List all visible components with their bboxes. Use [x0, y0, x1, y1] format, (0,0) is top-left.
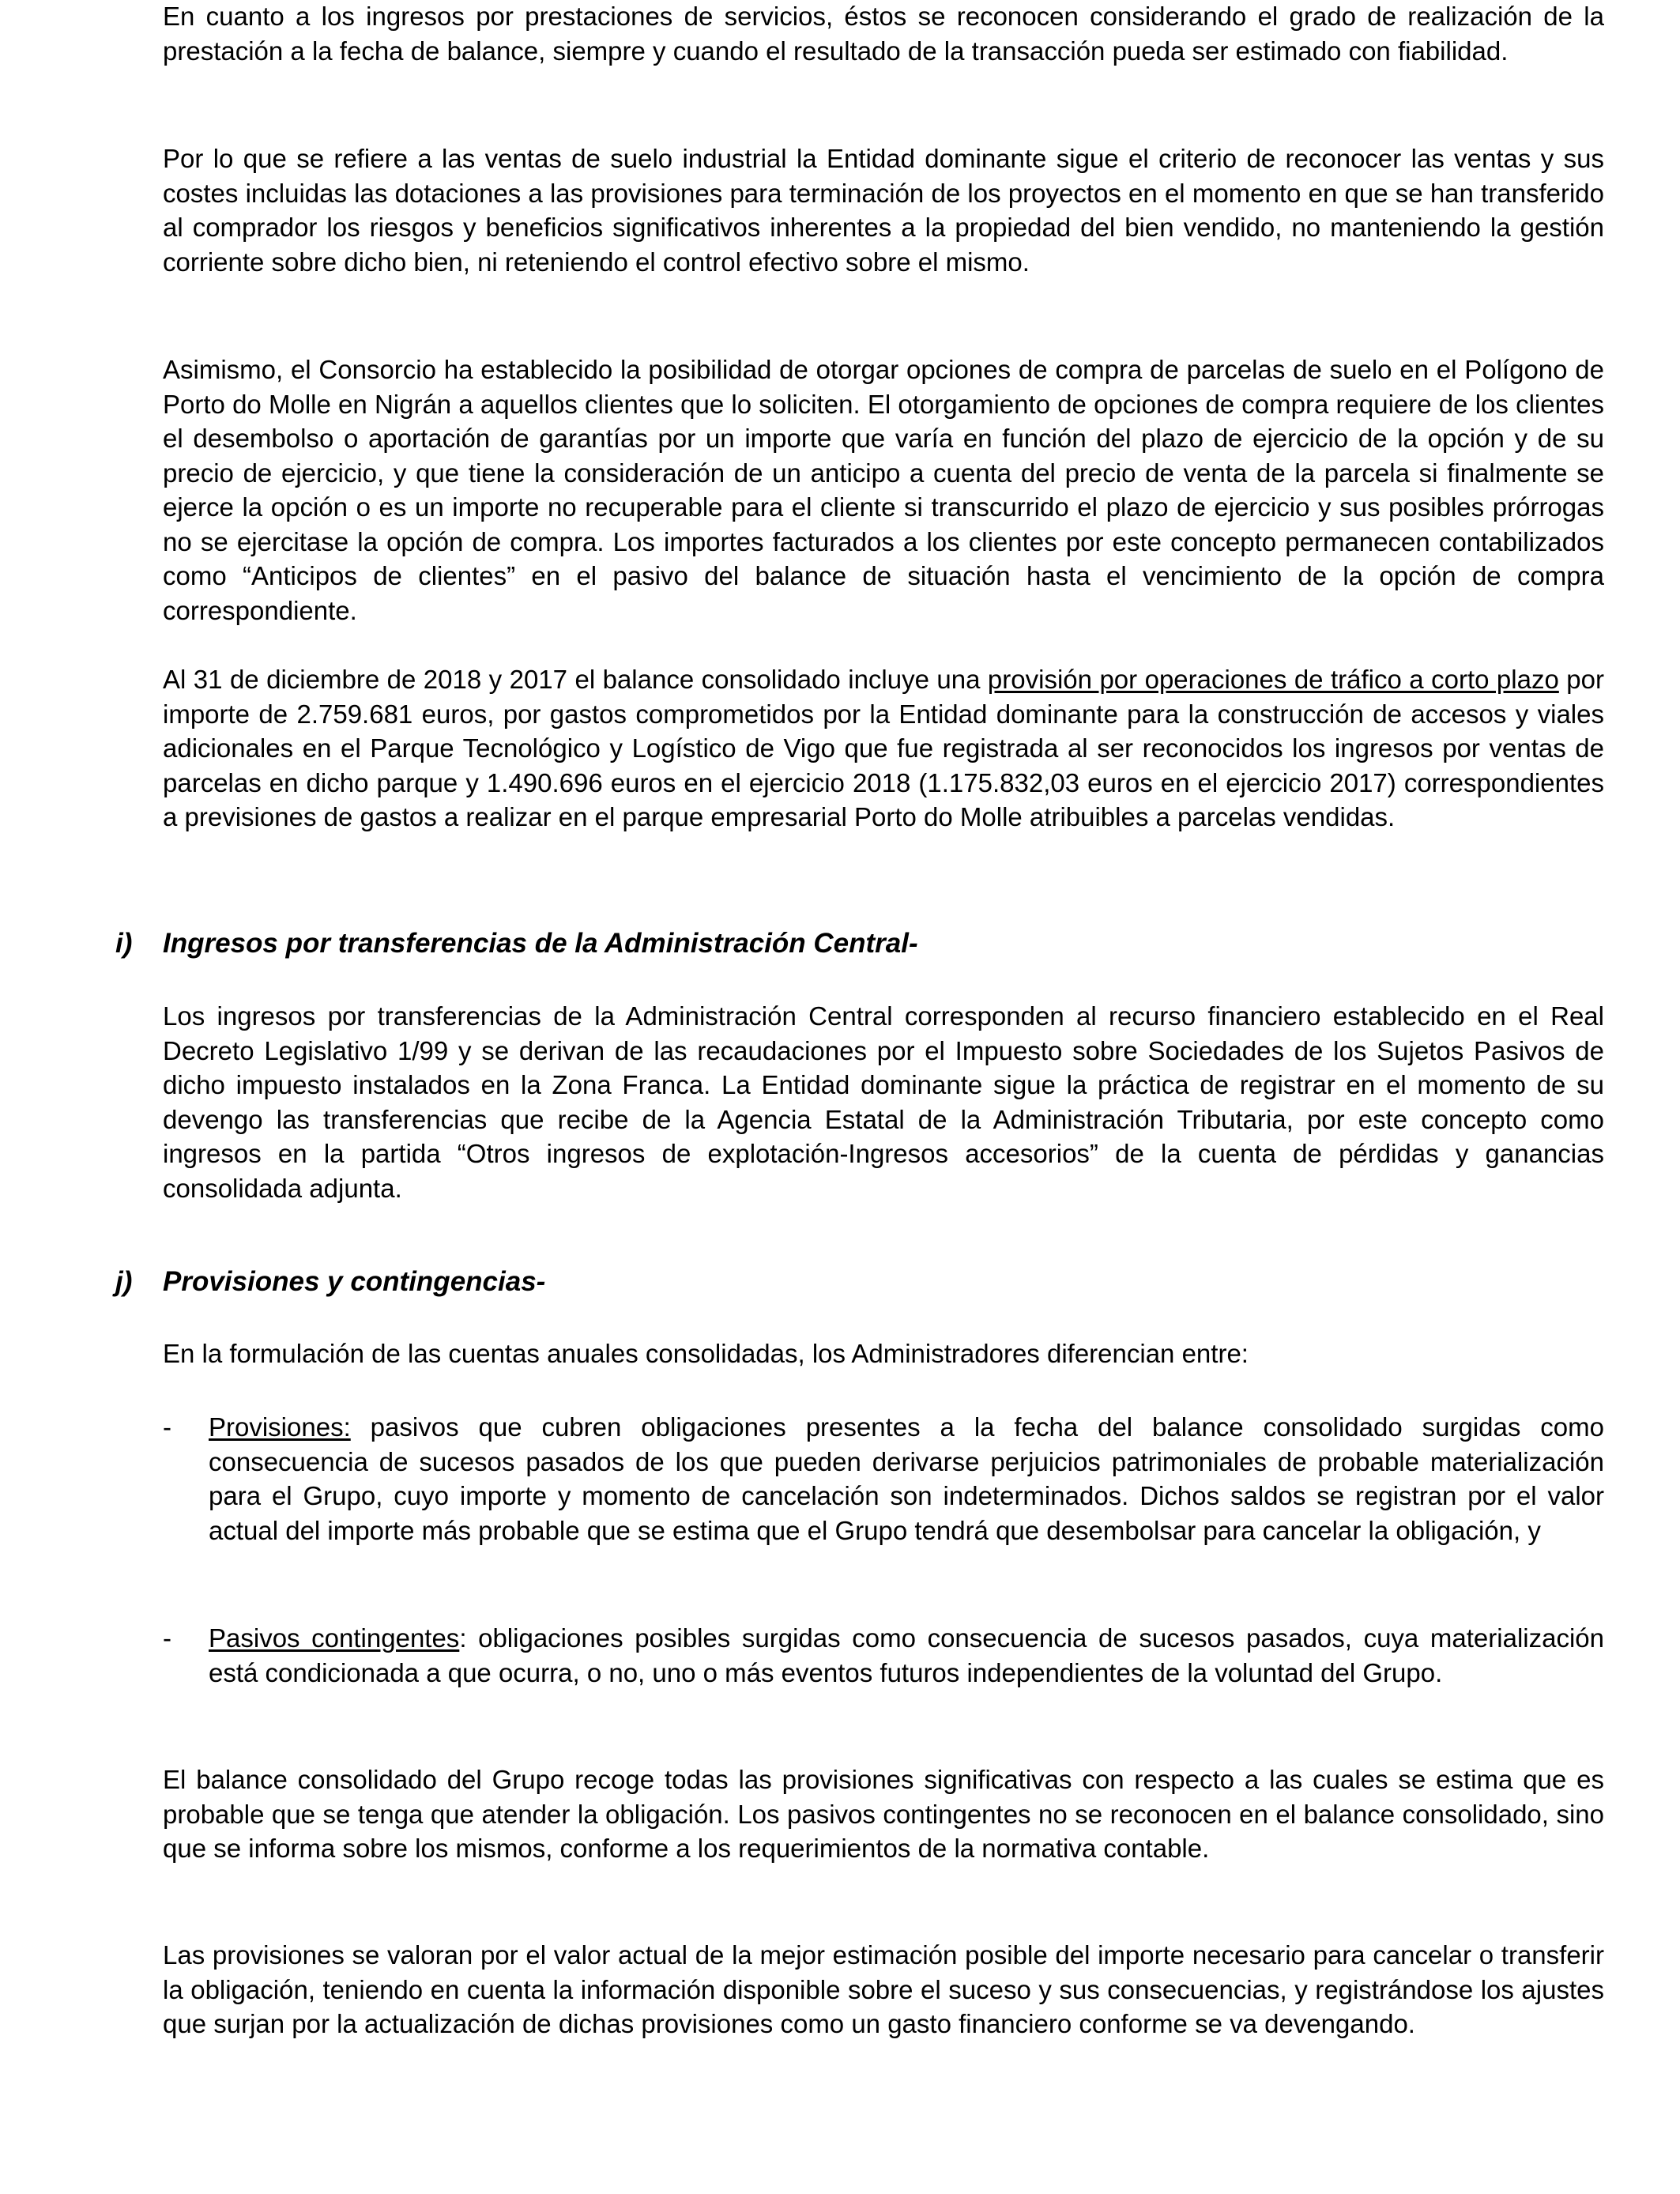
paragraph-consolidated-balance: El balance consolidado del Grupo recoge todas las provisiones significativas con respecto a las cuales se estima que es probable que se tenga que atender la obligación. Los pasivos contingentes no se reconocen en el balance consolidado, sino que se informa sobre los mismos, conforme a los requerimientos de la normativa contable. — [163, 1765, 1604, 1863]
paragraph-service-income: En cuanto a los ingresos por prestaciones de servicios, éstos se reconocen considerando el grado de realización de la prestación a la fecha de balance, siempre y cuando el resultado de la transacción pueda ser estimado con fiabilidad. — [163, 2, 1604, 66]
list-item-contingent-liabilities — [163, 1621, 1604, 1690]
section-j-marker: j) — [115, 1266, 133, 1297]
section-i-title: Ingresos por transferencias de la Administración Central- — [163, 928, 918, 959]
paragraph-provision-valuation: Las provisiones se valoran por el valor actual de la mejor estimación posible del importe necesario para cancelar o transferir la obligación, teniendo en cuenta la información disponible sobre el suceso y sus consecuencias, y registrándose los ajustes que surjan por la actualización de dichas provisiones como un gasto financiero conforme se va devengando. — [163, 1940, 1604, 2038]
bullet-description: : obligaciones posibles surgidas como consecuencia de sucesos pasados, cuya materialización está condicionada a que ocurra, o no, uno o más eventos futuros independientes de la voluntad del Grupo. — [209, 1623, 1604, 1687]
bullet-text — [209, 1410, 1604, 1547]
section-i-heading — [115, 926, 918, 961]
paragraph-provisions-intro: En la formulación de las cuentas anuales consolidadas, los Administradores diferencian entre: — [163, 1339, 1249, 1368]
bullet-text — [209, 1621, 1604, 1690]
provision-text-before: Al 31 de diciembre de 2018 y 2017 el balance consolidado incluye una — [163, 665, 988, 694]
bullet-dash: - — [163, 1412, 171, 1442]
paragraph-traffic-provision — [163, 662, 1604, 835]
bullet-description: pasivos que cubren obligaciones presentes a la fecha del balance consolidado surgidas como consecuencia de sucesos pasados de los que pueden derivarse perjuicios patrimoniales de probable materialización para el Grupo, cuyo importe y momento de cancelación son indeterminados. Dichos saldos se registran por el valor actual del importe más probable que se estima que el Grupo tendrá que desembolsar para cancelar la obligación, y — [209, 1412, 1604, 1545]
bullet-term: Pasivos contingentes — [209, 1623, 460, 1653]
section-j-heading — [115, 1265, 545, 1299]
bullet-term: Provisiones: — [209, 1412, 351, 1442]
provision-text-after: por importe de 2.759.681 euros, por gastos comprometidos por la Entidad dominante para la construcción de accesos y viales adicionales en el Parque Tecnológico y Logístico de Vigo que fue registrada al ser reconocidos los ingresos por ventas de parcelas en dicho parque y 1.490.696 euros en el ejercicio 2018 (1.175.832,03 euros en el ejercicio 2017) correspondientes a previsiones de gastos a realizar en el parque empresarial Porto do Molle atribuibles a parcelas vendidas. — [163, 665, 1604, 831]
paragraph-central-administration-income: Los ingresos por transferencias de la Administración Central corresponden al recurso financiero establecido en el Real Decreto Legislativo 1/99 y se derivan de las recaudaciones por el Impuesto sobre Sociedades de los Sujetos Pasivos de dicho impuesto instalados en la Zona Franca. La Entidad dominante sigue la práctica de registrar en el momento de su devengo las transferencias que recibe de la Agencia Estatal de la Administración Tributaria, por este concepto como ingresos en la partida “Otros ingresos de explotación-Ingresos accesorios” de la cuenta de pérdidas y ganancias consolidada adjunta. — [163, 1001, 1604, 1203]
provision-underlined-term: provisión por operaciones de tráfico a corto plazo — [987, 665, 1559, 694]
list-item-provisions — [163, 1410, 1604, 1547]
paragraph-land-sales: Por lo que se refiere a las ventas de suelo industrial la Entidad dominante sigue el criterio de reconocer las ventas y sus costes incluidas las dotaciones a las provisiones para terminación de los proyectos en el momento en que se han transferido al comprador los riesgos y beneficios significativos inherentes a la propiedad del bien vendido, no manteniendo la gestión corriente sobre dicho bien, ni reteniendo el control efectivo sobre el mismo. — [163, 144, 1604, 277]
paragraph-purchase-options: Asimismo, el Consorcio ha establecido la posibilidad de otorgar opciones de compra de parcelas de suelo en el Polígono de Porto do Molle en Nigrán a aquellos clientes que lo soliciten. El otorgamiento de opciones de compra requiere de los clientes el desembolso o aportación de garantías por un importe que varía en función del plazo de ejercicio de la opción y de su precio de ejercicio, y que tiene la consideración de un anticipo a cuenta del precio de venta de la parcela si finalmente se ejerce la opción o es un importe no recuperable para el cliente si transcurrido el plazo de ejercicio y sus posibles prórrogas no se ejercitase la opción de compra. Los importes facturados a los clientes por este concepto permanecen contabilizados como “Anticipos de clientes” en el pasivo del balance de situación hasta el vencimiento de la opción de compra correspondiente. — [163, 355, 1604, 625]
section-i-marker: i) — [115, 928, 133, 959]
section-j-title: Provisiones y contingencias- — [163, 1266, 546, 1297]
bullet-dash: - — [163, 1623, 171, 1653]
